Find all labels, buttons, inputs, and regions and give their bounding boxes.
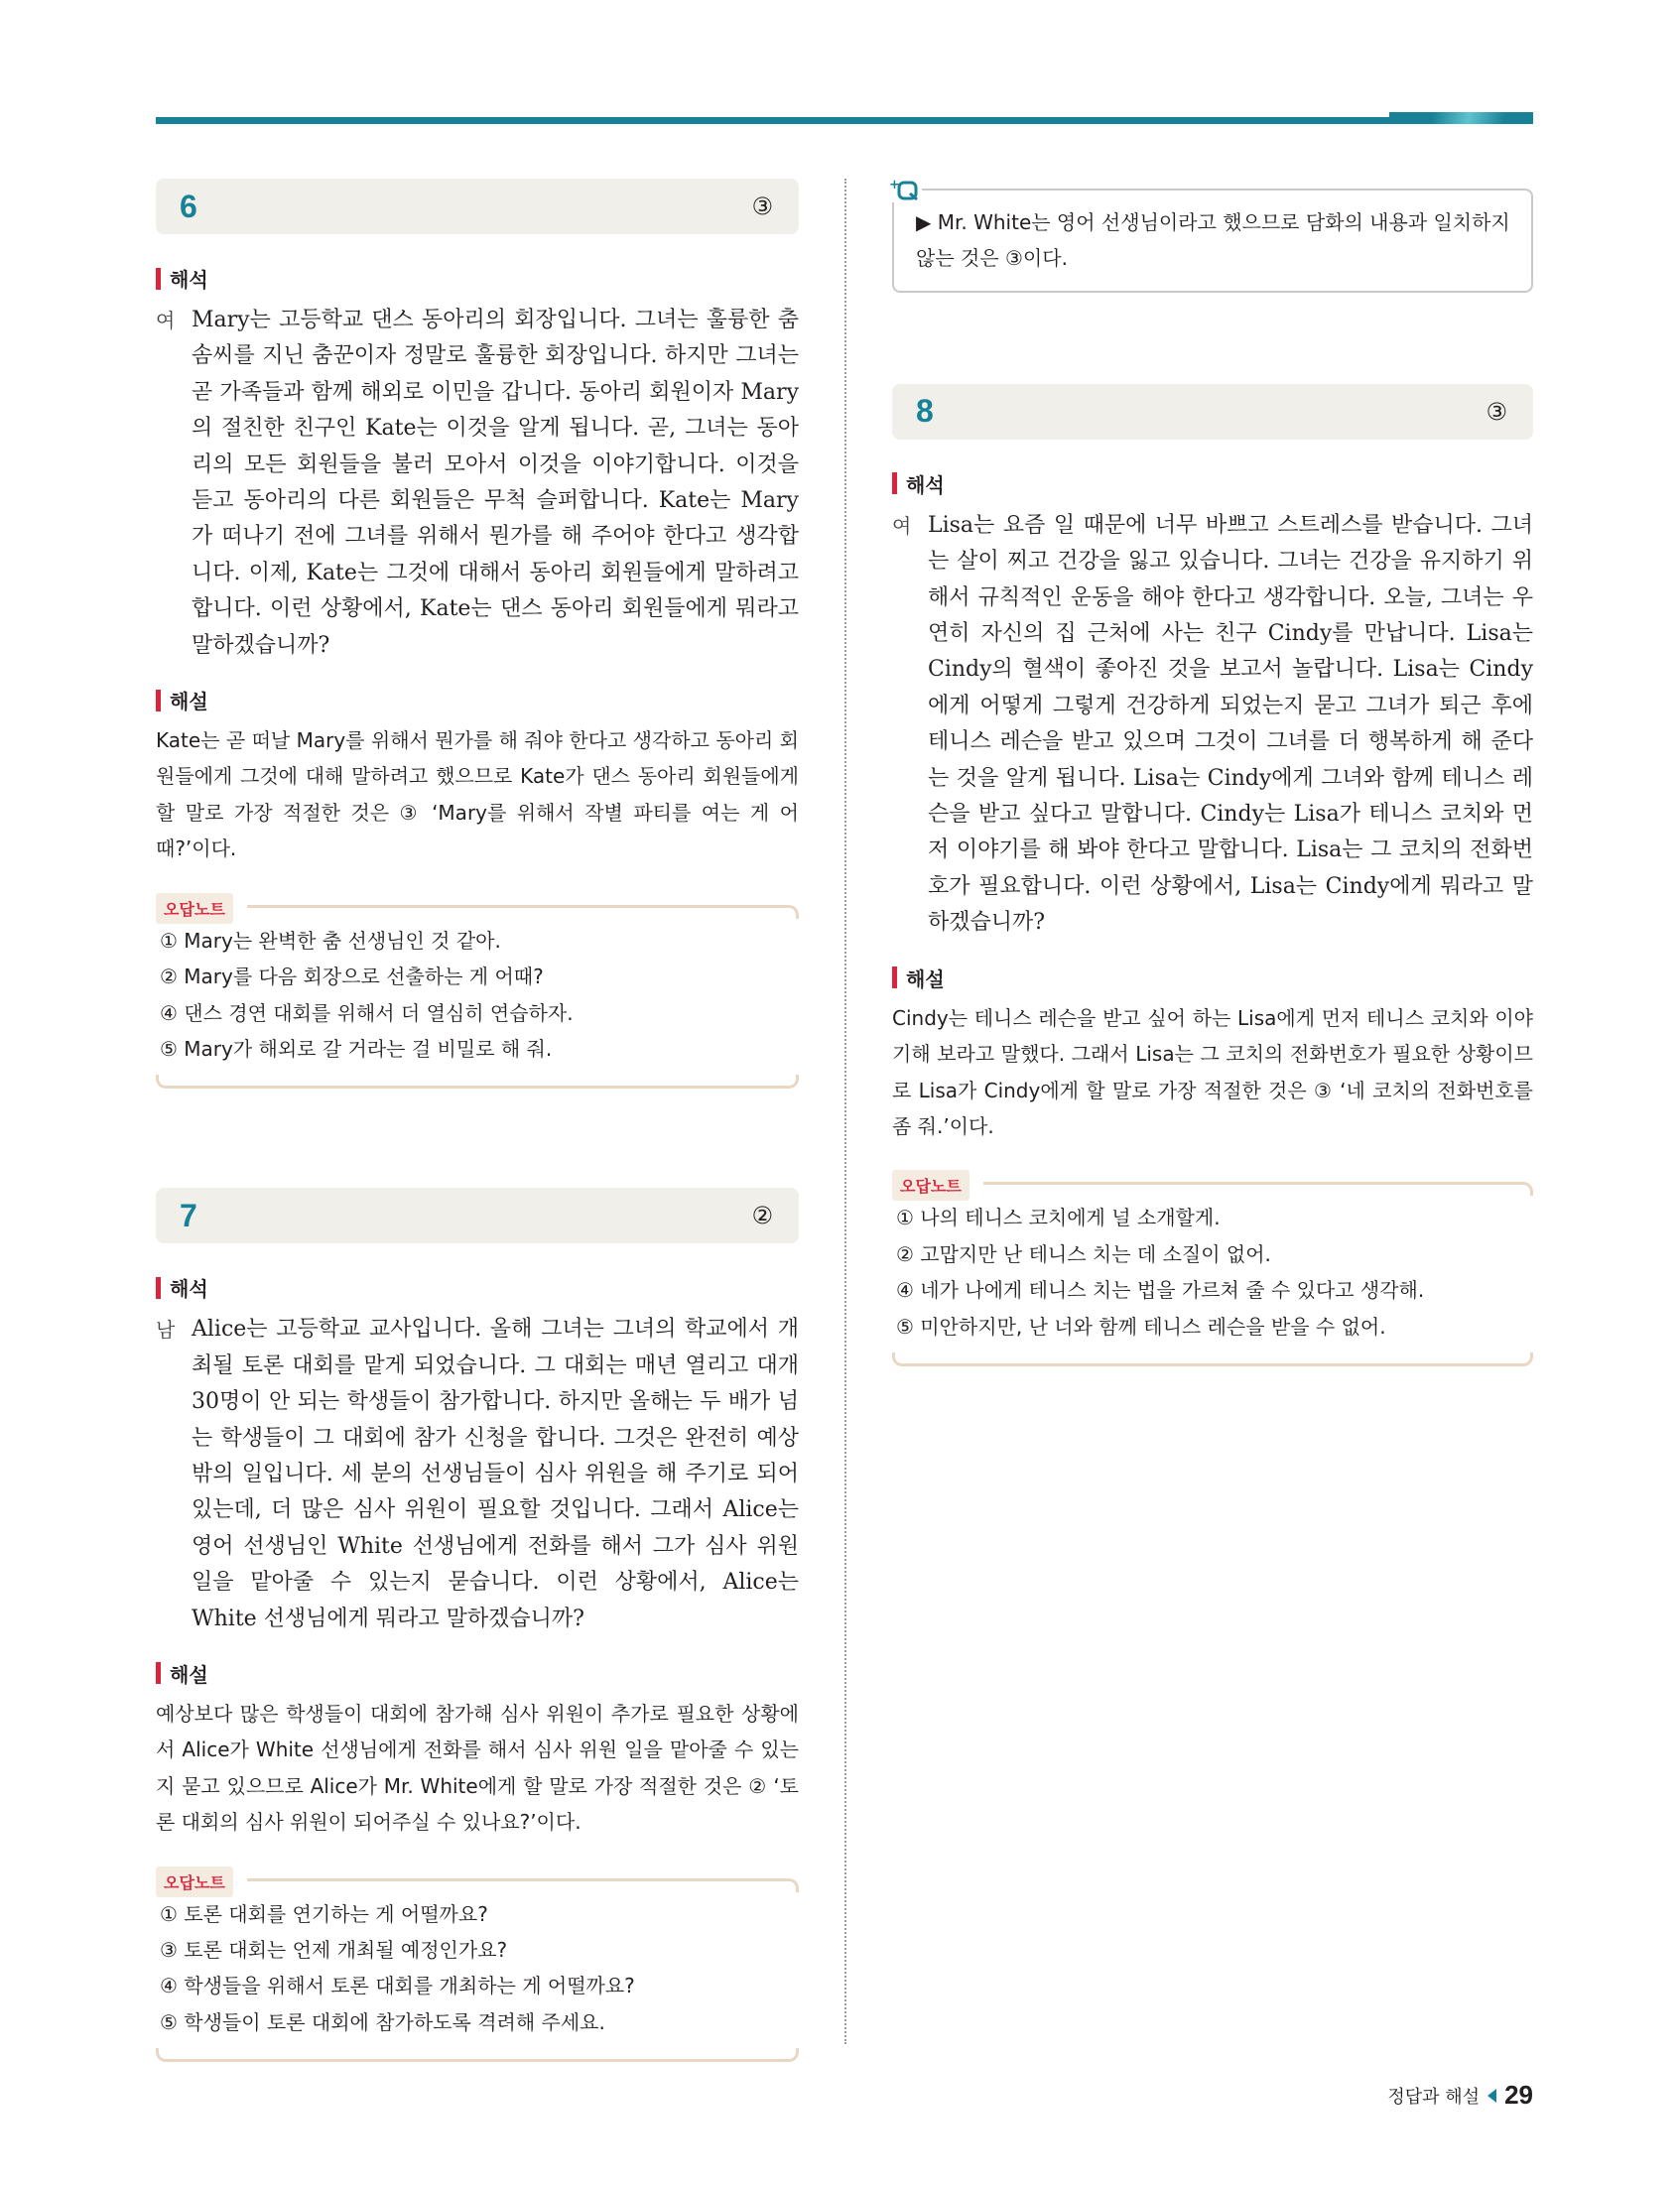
translation-passage — [156, 1312, 799, 1637]
label-text: 해설 — [906, 966, 945, 991]
wrong-answer-note — [892, 1170, 1533, 1366]
plus-q-icon — [888, 177, 922, 202]
translation-passage — [156, 303, 799, 664]
question-header — [156, 179, 799, 234]
note-list — [160, 1890, 795, 2041]
note-tag: 오답노트 — [892, 1170, 969, 1201]
question-header — [892, 384, 1533, 440]
column-divider — [844, 179, 846, 2044]
list-item: ① 토론 대회를 연기하는 게 어떨까요? — [160, 1901, 488, 1926]
passage-text: Lisa는 요즘 일 때문에 너무 바쁘고 스트레스를 받습니다. 그녀는 살이 찌고 건강을 잃고 있습니다. 그녀는 건강을 유지하기 위해서 규칙적인 운동을 해야 한다고 생각합니다. 오늘, 그녀는 우연히 자신의 집 근처에 사는 친구 Cindy를 만납니다. Lisa는 Cindy의 혈색이 좋아진 것을 보고서 놀랍니다. Lisa는 Cindy에게 어떻게 그렇게 건강하게 되었는지 묻고 그녀가 퇴근 후에 테니스 레슨을 받고 있으며 그것이 그녀를 더 행복하게 해 준다는 것을 알게 됩니다. Lisa는 Cindy에게 그녀와 함께 테니스 레슨을 받고 싶다고 말합니다. Cindy는 Lisa가 테니스 코치와 먼저 이야기를 해 봐야 한다고 말합니다. Lisa는 그 코치의 전화번호가 필요합니다. 이런 상황에서, Lisa는 Cindy에게 뭐라고 말하겠습니까? — [928, 512, 1533, 936]
speaker-mark: 남 — [156, 1318, 176, 1343]
question-8 — [892, 384, 1533, 1366]
page-footer — [1387, 2080, 1533, 2111]
list-item: ① 나의 테니스 코치에게 널 소개할게. — [896, 1206, 1221, 1230]
wrong-answer-note — [156, 1866, 799, 2063]
label-bar — [892, 472, 897, 494]
plus-note-box — [889, 178, 1533, 293]
triangle-left-icon — [1487, 2089, 1496, 2103]
note-frame-bottom — [892, 1352, 1533, 1366]
passage-text: Mary는 고등학교 댄스 동아리의 회장입니다. 그녀는 훌륭한 춤 솜씨를 지닌 춤꾼이자 정말로 훌륭한 회장입니다. 하지만 그녀는 곧 가족들과 함께 해외로 이민을 갑니다. 동아리 회원이자 Mary의 절친한 친구인 Kate는 이것을 알게 됩니다. 곧, 그녀는 동아리의 모든 회원들을 불러 모아서 이것을 이야기합니다. 이것을 듣고 동아리의 다른 회원들은 무척 슬퍼합니다. Kate는 Mary가 떠나기 전에 그녀를 위해서 뭔가를 해 주어야 한다고 생각합니다. 이제, Kate는 그것에 대해서 동아리 회원들에게 말하려고 합니다. 이런 상황에서, Kate는 댄스 동아리 회원들에게 뭐라고 말하겠습니까? — [192, 308, 799, 658]
explanation-label — [156, 686, 799, 714]
explanation-text: Kate는 곧 떠날 Mary를 위해서 뭔가를 해 줘야 한다고 생각하고 동아리 회원들에게 그것에 대해 말하려고 했으므로 Kate가 댄스 동아리 회원들에게 할 말로 가장 적절한 것은 ③ ‘Mary를 위해서 작별 파티를 여는 게 어때?’이다. — [156, 728, 799, 861]
list-item: ⑤ Mary가 해외로 갈 거라는 걸 비밀로 해 줘. — [160, 1036, 553, 1061]
note-frame-top — [983, 1182, 1533, 1196]
label-text: 해설 — [170, 690, 208, 714]
list-item: ③ 토론 대회는 언제 개최될 예정인가요? — [160, 1938, 508, 1962]
label-text: 해석 — [170, 1277, 208, 1302]
plus-note-text: ▶ Mr. White는 영어 선생님이라고 했으므로 담화의 내용과 일치하지 않는 것은 ③이다. — [916, 210, 1510, 271]
right-column — [889, 178, 1533, 1366]
explanation-text: Cindy는 테니스 레슨을 받고 싶어 하는 Lisa에게 먼저 테니스 코치와 이야기해 보라고 말했다. 그래서 Lisa는 그 코치의 전화번호가 필요한 상황이므로 Lisa가 Cindy에게 할 말로 가장 적절한 것은 ③ ‘네 코치의 전화번호를 좀 줘.’이다. — [892, 1005, 1533, 1138]
label-text: 해석 — [170, 268, 208, 292]
note-list — [160, 917, 795, 1068]
wrong-answer-note — [156, 893, 799, 1090]
list-item: ④ 네가 나에게 테니스 치는 법을 가르쳐 줄 수 있다고 생각해. — [896, 1278, 1425, 1303]
label-bar — [892, 966, 897, 988]
footer-label: 정답과 해설 — [1387, 2086, 1481, 2108]
speaker-mark: 여 — [156, 309, 176, 332]
top-rule — [156, 117, 1533, 124]
translation-label — [892, 469, 1533, 498]
note-frame-top — [247, 905, 799, 919]
label-bar — [156, 268, 161, 290]
list-item: ① Mary는 완벽한 춤 선생님인 것 같아. — [160, 928, 501, 953]
label-bar — [156, 1277, 161, 1299]
answer-mark: ③ — [1486, 397, 1507, 426]
question-number: 7 — [180, 1197, 197, 1233]
list-item: ④ 학생들을 위해서 토론 대회를 개최하는 게 어떨까요? — [160, 1974, 635, 1998]
page-number: 29 — [1504, 2080, 1533, 2110]
label-bar — [156, 690, 161, 711]
question-7 — [156, 1188, 799, 2062]
list-item: ④ 댄스 경연 대회를 위해서 더 열심히 연습하자. — [160, 1000, 574, 1025]
note-frame-top — [247, 1878, 799, 1892]
explanation-label — [156, 1659, 799, 1688]
top-rule-accent — [1389, 112, 1533, 124]
note-frame-bottom — [156, 1075, 799, 1089]
question-header — [156, 1188, 799, 1243]
question-6 — [156, 179, 799, 1089]
question-number: 8 — [916, 393, 934, 430]
answer-mark: ③ — [751, 193, 773, 220]
translation-label — [156, 1273, 799, 1302]
speaker-mark: 여 — [892, 513, 912, 538]
svg-text:+: + — [889, 178, 900, 193]
list-item: ⑤ 미안하지만, 난 너와 함께 테니스 레슨을 받을 수 없어. — [896, 1314, 1386, 1339]
translation-passage — [892, 508, 1533, 942]
label-text: 해석 — [906, 472, 945, 497]
note-tag: 오답노트 — [156, 1866, 233, 1897]
answer-mark: ② — [751, 1202, 773, 1230]
list-item: ② 고맙지만 난 테니스 치는 데 소질이 없어. — [896, 1241, 1271, 1266]
note-tag: 오답노트 — [156, 893, 233, 924]
explanation-label — [892, 964, 1533, 992]
passage-text: Alice는 고등학교 교사입니다. 올해 그녀는 그녀의 학교에서 개최될 토론 대회를 맡게 되었습니다. 그 대회는 매년 열리고 대개 30명이 안 되는 학생들이 참가합니다. 하지만 올해는 두 배가 넘는 학생들이 그 대회에 참가 신청을 합니다. 그것은 완전히 예상 밖의 일입니다. 세 분의 선생님들이 심사 위원을 해 주기로 되어 있는데, 더 많은 심사 위원이 필요할 것입니다. 그래서 Alice는 영어 선생님인 White 선생님에게 전화를 해서 그가 심사 위원 일을 맡아줄 수 있는지 묻습니다. 이런 상황에서, Alice는 White 선생님에게 뭐라고 말하겠습니까? — [192, 1317, 799, 1631]
list-item: ② Mary를 다음 회장으로 선출하는 게 어때? — [160, 965, 544, 989]
left-column — [156, 179, 799, 2062]
note-list — [896, 1194, 1529, 1345]
label-text: 해설 — [170, 1662, 208, 1687]
note-frame-bottom — [156, 2048, 799, 2062]
question-number: 6 — [180, 188, 197, 224]
label-bar — [156, 1662, 161, 1684]
translation-label — [156, 264, 799, 293]
explanation-text: 예상보다 많은 학생들이 대회에 참가해 심사 위원이 추가로 필요한 상황에서 Alice가 White 선생님에게 전화를 해서 심사 위원 일을 맡아줄 수 있는지 묻고 있으므로 Alice가 Mr. White에게 할 말로 가장 적절한 것은 ② ‘토론 대회의 심사 위원이 되어주실 수 있나요?’이다. — [156, 1701, 799, 1835]
list-item: ⑤ 학생들이 토론 대회에 참가하도록 격려해 주세요. — [160, 2009, 605, 2034]
